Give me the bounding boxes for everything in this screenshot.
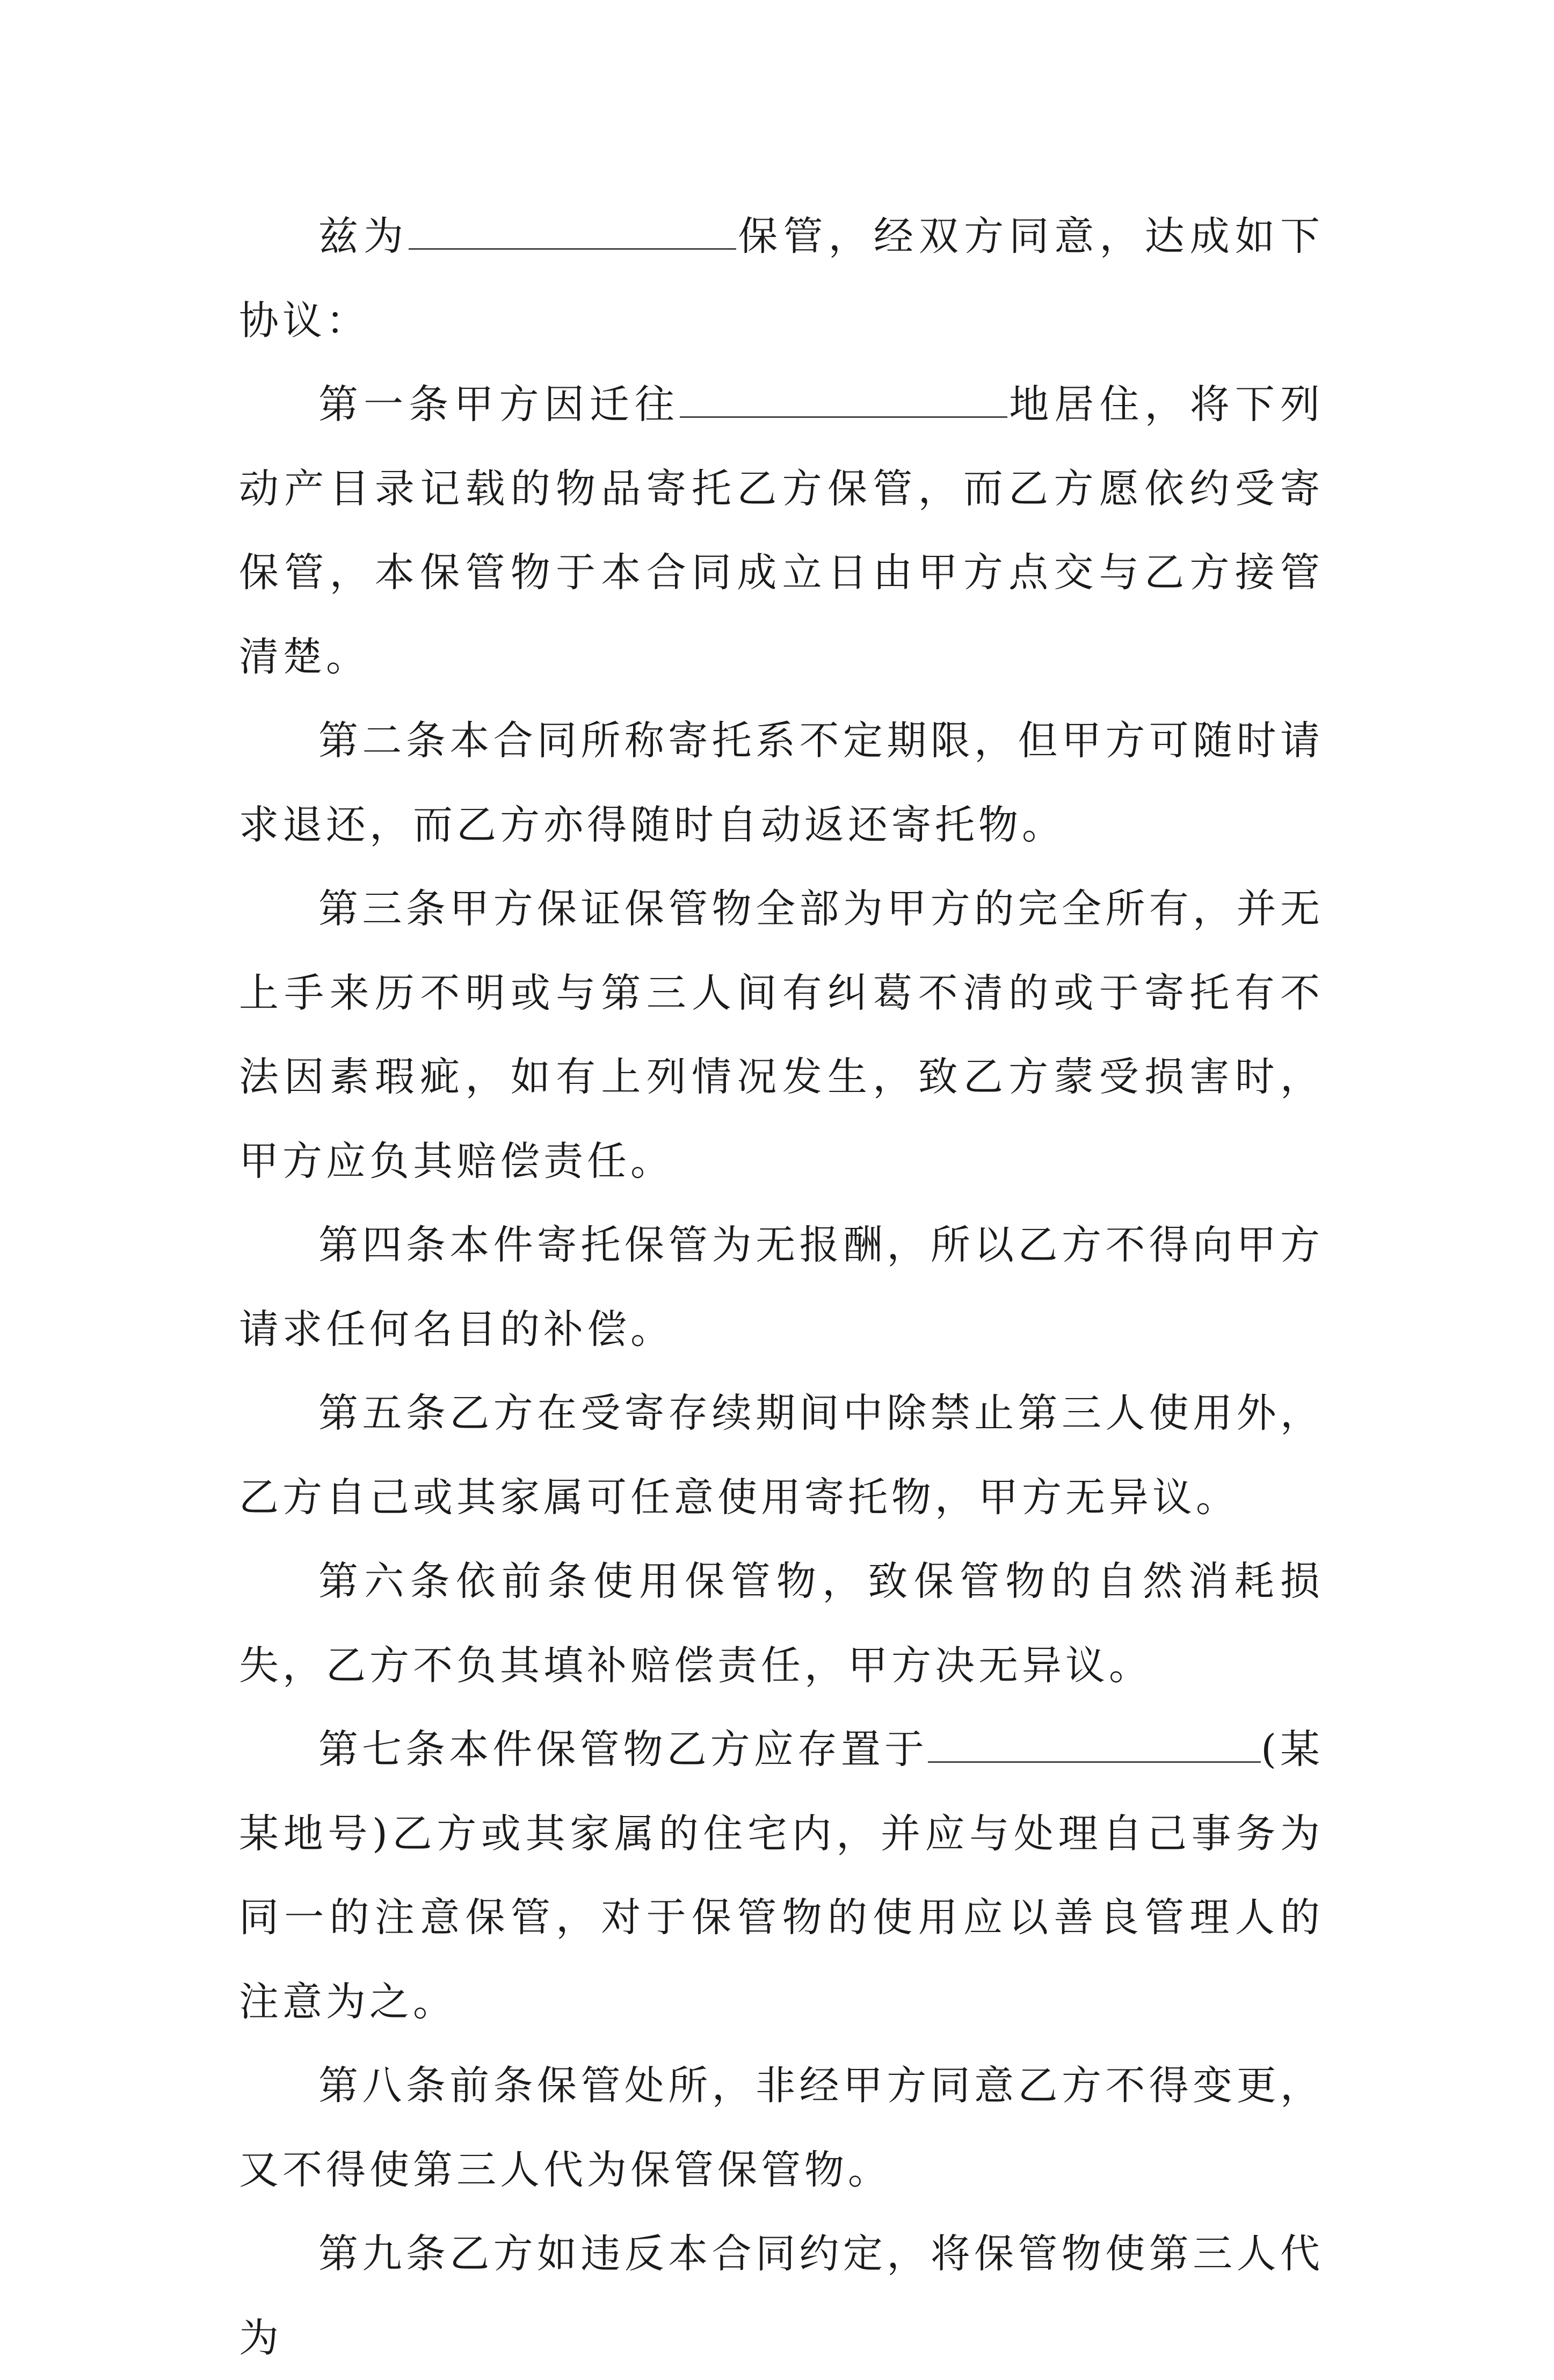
paragraph-article-6: 第六条依前条使用保管物，致保管物的自然消耗损失，乙方不负其填补赔偿责任，甲方决无异议。 — [239, 1558, 1324, 1689]
paragraph-article-2: 第二条本合同所称寄托系不定期限，但甲方可随时请求退还，而乙方亦得随时自动返还寄托物。 — [239, 718, 1324, 848]
article-7-text-before: 第七条本件保管物乙方应存置于 — [318, 1726, 928, 1773]
paragraph-article-9: 第九条乙方如违反本合同约定，将保管物使第三人代为 — [239, 2231, 1324, 2361]
intro-text-after: 保管，经双方同意，达成如下协议： — [239, 213, 1324, 344]
paragraph-article-3: 第三条甲方保证保管物全部为甲方的完全所有，并无上手来历不明或与第三人间有纠葛不清的或于寄托有不法因素瑕疵，如有上列情况发生，致乙方蒙受损害时，甲方应负其赔偿责任。 — [239, 886, 1324, 1184]
paragraph-article-7 — [239, 1708, 1324, 2044]
article-1-text-before: 第一条甲方因迁往 — [318, 381, 680, 428]
intro-text-before: 兹为 — [318, 213, 409, 259]
paragraph-intro — [239, 194, 1324, 363]
paragraph-article-5: 第五条乙方在受寄存续期间中除禁止第三人使用外，乙方自己或其家属可任意使用寄托物，甲方无异议。 — [239, 1390, 1324, 1521]
blank-line-storage-location — [928, 1724, 1261, 1763]
contract-body — [239, 194, 1324, 2380]
paragraph-article-1 — [239, 363, 1324, 699]
blank-line-custody-item — [409, 211, 736, 250]
paragraph-article-8: 第八条前条保管处所，非经甲方同意乙方不得变更，又不得使第三人代为保管保管物。 — [239, 2063, 1324, 2193]
paragraph-article-4: 第四条本件寄托保管为无报酬，所以乙方不得向甲方请求任何名目的补偿。 — [239, 1222, 1324, 1352]
blank-line-destination — [680, 379, 1007, 418]
article-1-text-after: 地居住，将下列动产目录记载的物品寄托乙方保管，而乙方愿依约受寄保管，本保管物于本合同成立日由甲方点交与乙方接管清楚。 — [239, 381, 1324, 680]
article-7-text-after: (某某地号)乙方或其家属的住宅内，并应与处理自己事务为同一的注意保管，对于保管物的使用应以善良管理人的注意为之。 — [239, 1726, 1324, 2025]
